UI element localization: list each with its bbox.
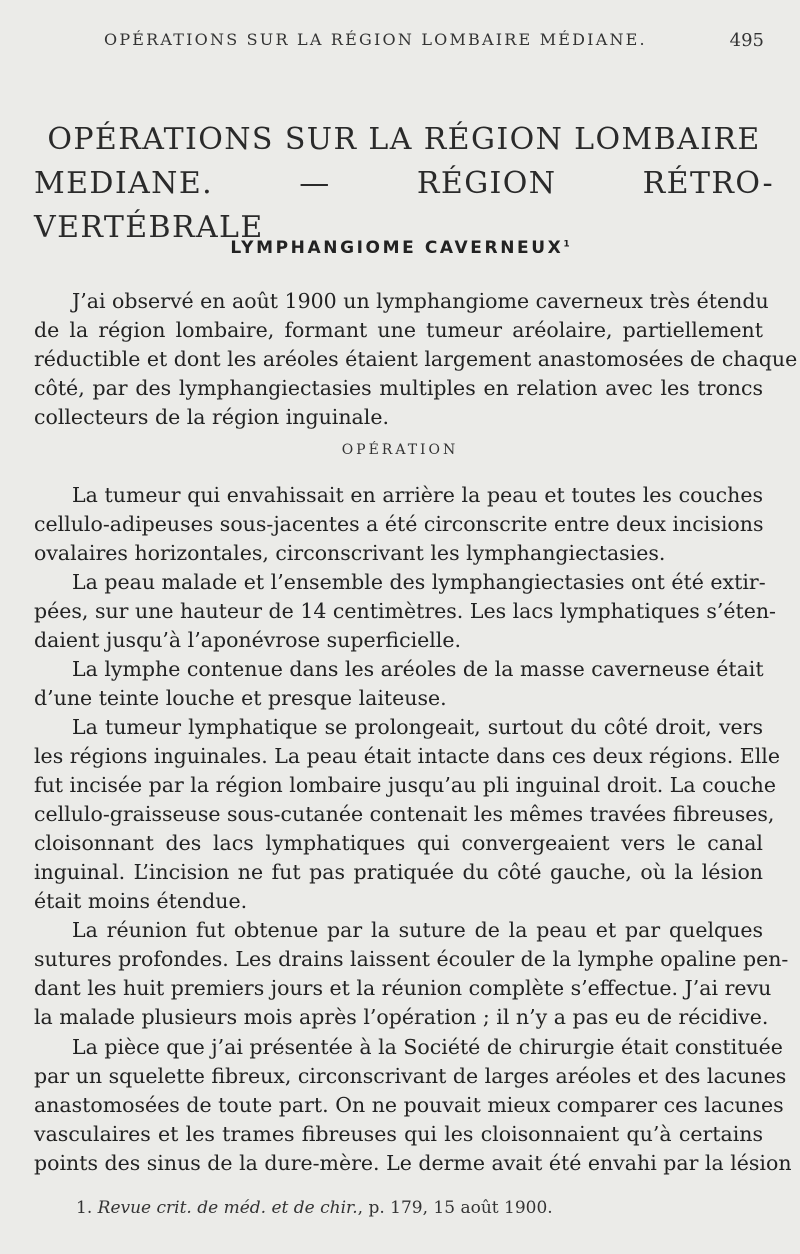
chapter-title-line-2: MEDIANE. — RÉGION RÉTRO-VERTÉBRALE bbox=[34, 166, 774, 245]
paragraph bbox=[34, 916, 789, 1032]
paragraph bbox=[34, 481, 763, 568]
text-line: côté, par des lymphangiectasies multiples en relation avec les troncs bbox=[34, 376, 763, 400]
text-line: cloisonnant des lacs lymphatiques qui convergeaient vers le canal bbox=[34, 831, 763, 855]
text-line: points des sinus de la dure-mère. Le derme avait été envahi par la lésion bbox=[34, 1151, 792, 1175]
text-line: dant les huit premiers jours et la réunion complète s’effectue. J’ai revu bbox=[34, 976, 772, 1000]
text-line: La pièce que j’ai présentée à la Société de chirurgie était constituée bbox=[72, 1035, 783, 1059]
text-line: ovalaires horizontales, circonscrivant les lymphangiectasies. bbox=[34, 541, 666, 565]
text-line: collecteurs de la région inguinale. bbox=[34, 405, 389, 429]
text-line: sutures profondes. Les drains laissent écouler de la lymphe opaline pen- bbox=[34, 947, 789, 971]
footnote-citation: , p. 179, 15 août 1900. bbox=[357, 1198, 553, 1218]
text-line: La tumeur qui envahissait en arrière la peau et toutes les couches bbox=[72, 483, 763, 507]
text-line: anastomosées de toute part. On ne pouvait mieux comparer ces lacunes bbox=[34, 1093, 784, 1117]
footnote bbox=[76, 1198, 776, 1218]
text-line: réductible et dont les aréoles étaient largement anastomosées de chaque bbox=[34, 347, 798, 371]
paragraph bbox=[34, 713, 780, 916]
text-line: La réunion fut obtenue par la suture de la peau et par quelques bbox=[72, 918, 763, 942]
text-line: d’une teinte louche et presque laiteuse. bbox=[34, 686, 447, 710]
text-line: La peau malade et l’ensemble des lymphangiectasies ont été extir- bbox=[72, 570, 766, 594]
running-header: OPÉRATIONS SUR LA RÉGION LOMBAIRE MÉDIANE. bbox=[104, 30, 647, 49]
text-line: vasculaires et les trames fibreuses qui les cloisonnaient qu’à certains bbox=[34, 1122, 763, 1146]
chapter-title bbox=[34, 118, 774, 250]
text-line: daient jusqu’à l’aponévrose superficielle. bbox=[34, 628, 462, 652]
section-title-text: LYMPHANGIOME CAVERNEUX bbox=[230, 238, 564, 258]
chapter-title-line-1: OPÉRATIONS SUR LA RÉGION LOMBAIRE bbox=[47, 122, 761, 157]
section-title bbox=[0, 238, 800, 258]
text-line: La lymphe contenue dans les aréoles de la masse caverneuse était bbox=[72, 657, 764, 681]
text-line: par un squelette fibreux, circonscrivant de larges aréoles et des lacunes bbox=[34, 1064, 787, 1088]
text-line: pées, sur une hauteur de 14 centimètres. Les lacs lymphatiques s’éten- bbox=[34, 599, 776, 623]
operation-heading: OPÉRATION bbox=[341, 442, 459, 458]
text-line: cellulo-adipeuses sous-jacentes a été circonscrite entre deux incisions bbox=[34, 512, 764, 536]
text-line: était moins étendue. bbox=[34, 889, 248, 913]
text-line: inguinal. L’incision ne fut pas pratiquée du côté gauche, où la lésion bbox=[34, 860, 763, 884]
paragraph bbox=[34, 1033, 792, 1178]
text-line: les régions inguinales. La peau était intacte dans ces deux régions. Elle bbox=[34, 744, 780, 768]
text-line: cellulo-graisseuse sous-cutanée contenait les mêmes travées fibreuses, bbox=[34, 802, 775, 826]
paragraph bbox=[34, 568, 776, 655]
text-line: fut incisée par la région lombaire jusqu’au pli inguinal droit. La couche bbox=[34, 773, 776, 797]
text-line: de la région lombaire, formant une tumeur aréolaire, partiellement bbox=[34, 318, 763, 342]
footnote-marker: 1 bbox=[563, 239, 570, 250]
footnote-source: Revue crit. de méd. et de chir. bbox=[97, 1198, 358, 1218]
page-number: 495 bbox=[729, 30, 764, 51]
paragraph bbox=[34, 655, 763, 713]
text-line: la malade plusieurs mois après l’opération ; il n’y a pas eu de récidive. bbox=[34, 1005, 769, 1029]
text-line: La tumeur lymphatique se prolongeait, surtout du côté droit, vers bbox=[72, 715, 763, 739]
intro-paragraph bbox=[34, 287, 798, 432]
text-line: J’ai observé en août 1900 un lymphangiome caverneux très étendu bbox=[72, 289, 769, 313]
footnote-number: 1. bbox=[76, 1198, 93, 1218]
